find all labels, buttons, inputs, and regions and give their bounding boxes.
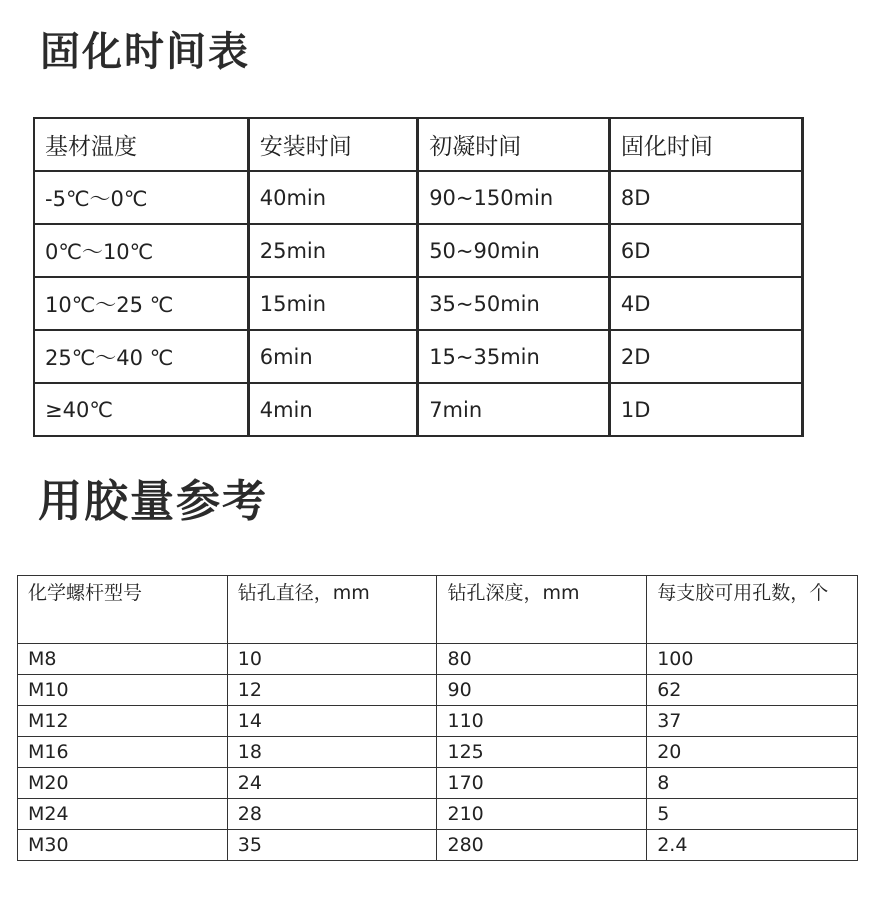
table-cell: 4min bbox=[248, 383, 417, 436]
table-cell: 8D bbox=[609, 171, 802, 224]
table-cell: M10 bbox=[18, 675, 228, 706]
table-cell: 110 bbox=[437, 706, 647, 737]
table-cell: 0℃～10℃ bbox=[34, 224, 248, 277]
table-cell: M24 bbox=[18, 799, 228, 830]
table-cell: M12 bbox=[18, 706, 228, 737]
table-row bbox=[18, 675, 858, 706]
table-cell: -5℃～0℃ bbox=[34, 171, 248, 224]
table-cell: 210 bbox=[437, 799, 647, 830]
table-cell: 35~50min bbox=[418, 277, 610, 330]
table-cell: 280 bbox=[437, 830, 647, 861]
table-cell: 25℃～40 ℃ bbox=[34, 330, 248, 383]
table-cell: 12 bbox=[227, 675, 437, 706]
table-row bbox=[18, 799, 858, 830]
table-cell: 28 bbox=[227, 799, 437, 830]
table-cell: 125 bbox=[437, 737, 647, 768]
table-cell: 90~150min bbox=[418, 171, 610, 224]
table-row bbox=[18, 706, 858, 737]
table-cell: 40min bbox=[248, 171, 417, 224]
column-header: 化学螺杆型号 bbox=[18, 576, 228, 644]
table-header-row bbox=[18, 576, 858, 644]
table-row bbox=[34, 171, 803, 224]
table-row bbox=[34, 383, 803, 436]
table-cell: M16 bbox=[18, 737, 228, 768]
table-cell: 50~90min bbox=[418, 224, 610, 277]
table-row bbox=[18, 768, 858, 799]
table-cell: 2.4 bbox=[647, 830, 858, 861]
table-row bbox=[34, 330, 803, 383]
table-cell: 15~35min bbox=[418, 330, 610, 383]
table-cell: 37 bbox=[647, 706, 858, 737]
adhesive-usage-title: 用胶量参考 bbox=[38, 476, 268, 527]
table-cell: 24 bbox=[227, 768, 437, 799]
table-cell: 10 bbox=[227, 644, 437, 675]
table-cell: 10℃～25 ℃ bbox=[34, 277, 248, 330]
table-cell: ≥40℃ bbox=[34, 383, 248, 436]
curing-time-title: 固化时间表 bbox=[40, 29, 250, 75]
table-cell: 1D bbox=[609, 383, 802, 436]
column-header: 安装时间 bbox=[248, 118, 417, 171]
table-cell: 62 bbox=[647, 675, 858, 706]
table-cell: 90 bbox=[437, 675, 647, 706]
table-cell: 6D bbox=[609, 224, 802, 277]
table-cell: 20 bbox=[647, 737, 858, 768]
table-cell: 18 bbox=[227, 737, 437, 768]
column-header: 初凝时间 bbox=[418, 118, 610, 171]
column-header: 基材温度 bbox=[34, 118, 248, 171]
table-cell: 8 bbox=[647, 768, 858, 799]
curing-time-table bbox=[33, 117, 804, 437]
column-header: 固化时间 bbox=[609, 118, 802, 171]
column-header: 每支胶可用孔数，个 bbox=[647, 576, 858, 644]
table-row bbox=[18, 644, 858, 675]
table-cell: M20 bbox=[18, 768, 228, 799]
table-row bbox=[18, 737, 858, 768]
table-cell: 7min bbox=[418, 383, 610, 436]
table-header-row bbox=[34, 118, 803, 171]
table-cell: 170 bbox=[437, 768, 647, 799]
adhesive-usage-table bbox=[17, 575, 858, 861]
table-cell: 4D bbox=[609, 277, 802, 330]
column-header: 钻孔直径，mm bbox=[227, 576, 437, 644]
table-cell: 35 bbox=[227, 830, 437, 861]
table-cell: 5 bbox=[647, 799, 858, 830]
table-cell: 2D bbox=[609, 330, 802, 383]
table-cell: 25min bbox=[248, 224, 417, 277]
table-cell: 15min bbox=[248, 277, 417, 330]
table-cell: M30 bbox=[18, 830, 228, 861]
table-cell: 100 bbox=[647, 644, 858, 675]
column-header: 钻孔深度，mm bbox=[437, 576, 647, 644]
table-cell: 14 bbox=[227, 706, 437, 737]
table-row bbox=[34, 277, 803, 330]
table-row bbox=[34, 224, 803, 277]
table-row bbox=[18, 830, 858, 861]
table-cell: M8 bbox=[18, 644, 228, 675]
table-cell: 80 bbox=[437, 644, 647, 675]
table-cell: 6min bbox=[248, 330, 417, 383]
